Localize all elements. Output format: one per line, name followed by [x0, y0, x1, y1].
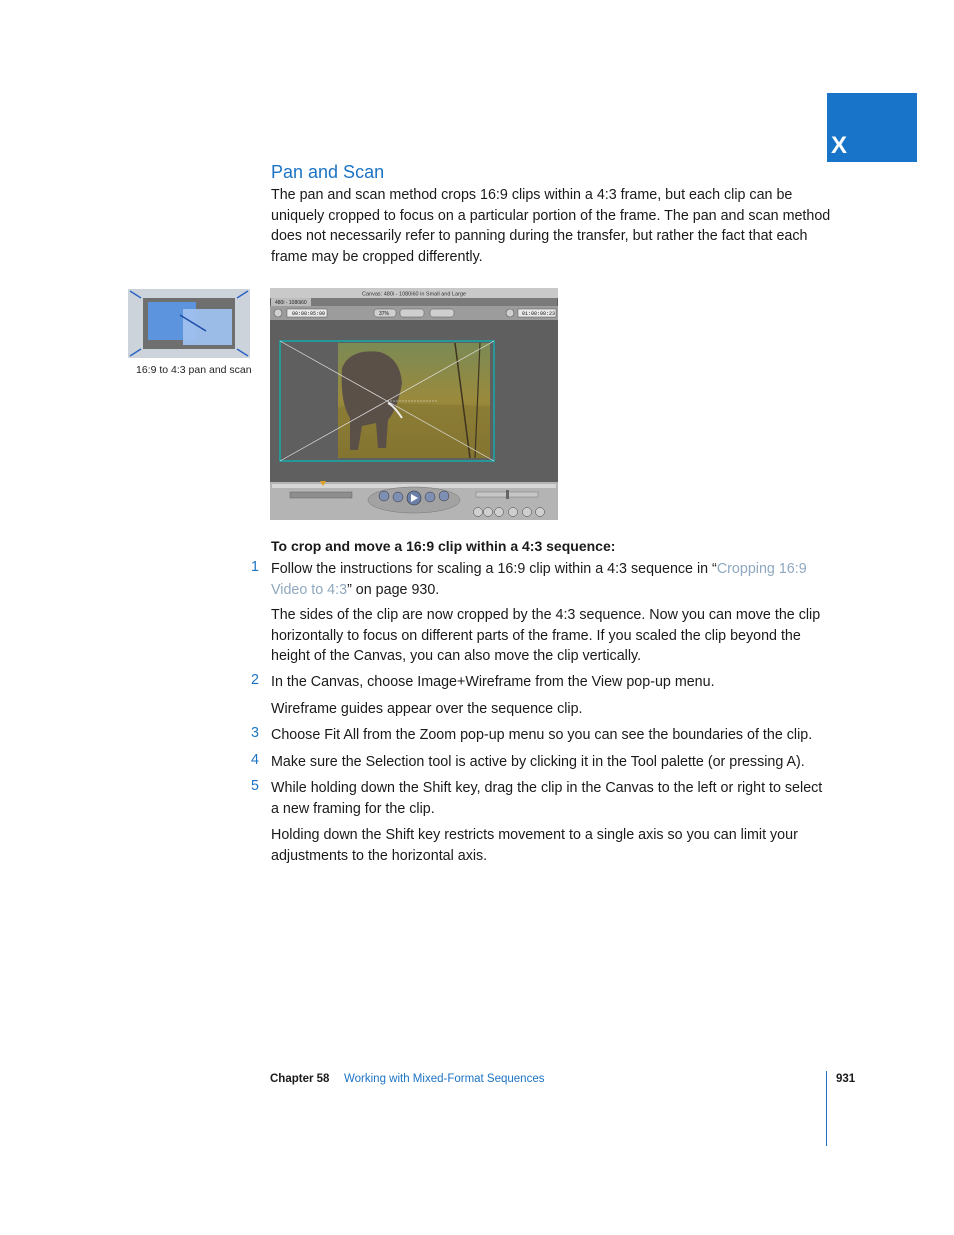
step-1-note: The sides of the clip are now cropped by the 4:3 sequence. Now you can move the clip horizontally to focus on different parts of the frame. If you scaled the clip beyond the height of the Canvas, you can also move the clip vertically. [271, 607, 821, 664]
insert-edit-icon [474, 508, 483, 517]
timecode-left: 00:00:05:00 [292, 311, 326, 317]
add-marker-icon [536, 508, 545, 517]
step-3-text: Choose Fit All from the Zoom pop-up menu so you can see the boundaries of the clip. [271, 727, 813, 743]
shuttle-control [290, 492, 352, 498]
canvas-window [270, 288, 558, 520]
step-1-text-before: Follow the instructions for scaling a 16:9 clip within a 4:3 sequence in “ [271, 561, 717, 577]
next-edit-icon [425, 492, 435, 502]
footer-divider [826, 1071, 827, 1146]
intro-paragraph: The pan and scan method crops 16:9 clips within a 4:3 frame, but each clip can be uniquely cropped to focus on a particular portion of the frame. The pan and scan method does not necessarily refer to panning during the transfer, but rather the fact that each frame may be cropped differently. [271, 187, 831, 265]
mark-in-icon [379, 491, 389, 501]
match-frame-icon [509, 508, 518, 517]
chapter-tab [827, 93, 917, 162]
diagram-end-crop [183, 309, 232, 345]
procedure-title: To crop and move a 16:9 clip within a 4:3 sequence: [271, 538, 616, 554]
overlay-popup [430, 309, 454, 317]
footer-chapter: Chapter 58 [270, 1073, 330, 1085]
footer-chapter-title[interactable]: Working with Mixed-Format Sequences [344, 1073, 545, 1085]
zoom-value: 37% [379, 311, 390, 317]
step-2-note: Wireframe guides appear over the sequence clip. [271, 701, 583, 717]
step-2-text: In the Canvas, choose Image+Wireframe from the View pop-up menu. [271, 674, 715, 690]
canvas-tab-label: 480i - 1080i60 [275, 300, 307, 306]
clock-icon [506, 309, 514, 317]
step-4-text: Make sure the Selection tool is active by clicking it in the Tool palette (or pressing A). [271, 754, 805, 770]
overwrite-edit-icon [484, 508, 493, 517]
step-number: 1 [251, 559, 259, 575]
step-number: 3 [251, 725, 259, 741]
step-5-note: Holding down the Shift key restricts movement to a single axis so you can limit your adjustments to the horizontal axis. [271, 827, 798, 864]
mark-out-icon [439, 491, 449, 501]
pan-scan-diagram [128, 289, 250, 358]
figure-caption: 16:9 to 4:3 pan and scan [136, 364, 252, 376]
section-heading: Pan and Scan [271, 162, 385, 182]
timecode-right: 01:00:00:23 [522, 311, 556, 317]
chapter-tab-letter: X [831, 132, 848, 159]
step-number: 2 [251, 672, 259, 688]
canvas-title: Canvas: 480i - 1080i60 in Small and Large [362, 291, 466, 298]
step-5-text: While holding down the Shift key, drag the clip in the Canvas to the left or right to select a new framing for the clip. [271, 780, 823, 817]
cross-reference-link[interactable]: Cropping 16:9 Video to 4:3 [271, 561, 807, 598]
replace-edit-icon [495, 508, 504, 517]
page-number: 931 [836, 1073, 856, 1085]
mark-clip-icon [523, 508, 532, 517]
view-popup [400, 309, 424, 317]
previous-edit-icon [393, 492, 403, 502]
step-number: 5 [251, 778, 259, 794]
step-1-text-after: ” on page 930. [347, 581, 440, 598]
step-1-text [271, 559, 831, 600]
jog-icon [274, 309, 282, 317]
step-number: 4 [251, 752, 259, 768]
